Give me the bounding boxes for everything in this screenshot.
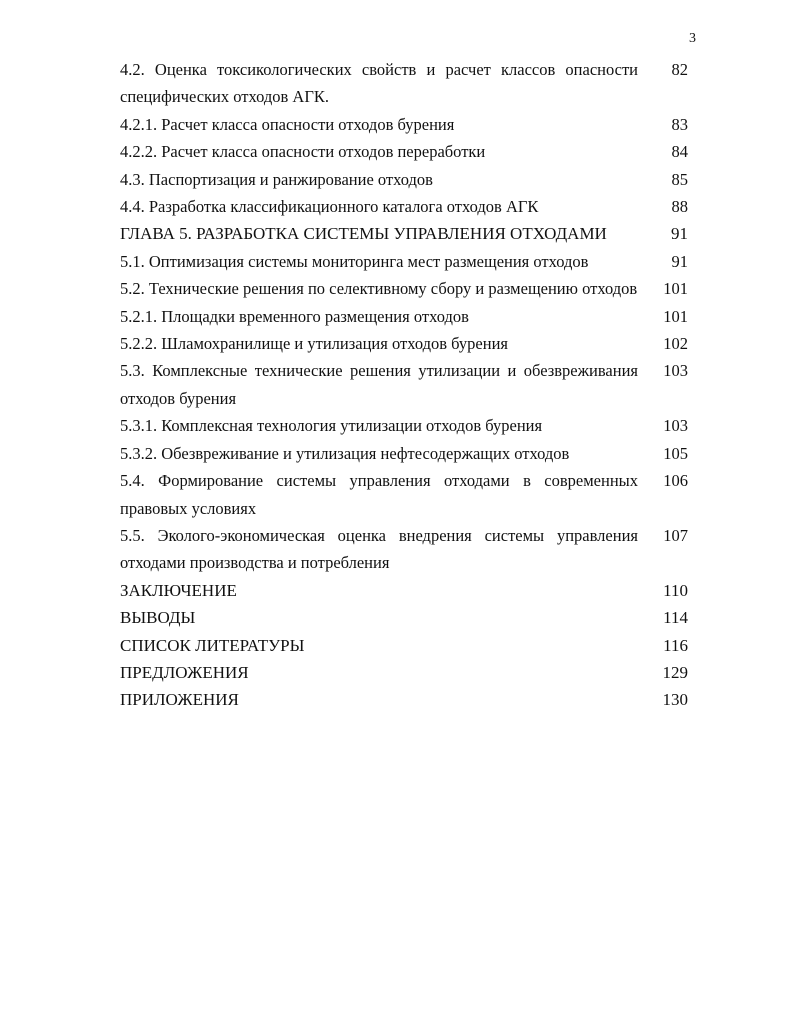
toc-section-entry [120, 659, 688, 686]
toc-entry-title: СПИСОК ЛИТЕРАТУРЫ [120, 635, 305, 655]
toc-entry-page: 130 [662, 690, 688, 710]
toc-entry-title: ПРЕДЛОЖЕНИЯ [120, 662, 249, 682]
toc-entry [120, 166, 688, 193]
toc-entry-title: 5.4. Формирование системы управления отходами в современных правовых условиях [120, 471, 638, 518]
toc-entry [120, 303, 688, 330]
toc-chapter-entry [120, 220, 688, 247]
toc-entry-title: ГЛАВА 5. РАЗРАБОТКА СИСТЕМЫ УПРАВЛЕНИЯ ОТХОДАМИ [120, 224, 607, 244]
toc-entry-page: 105 [663, 443, 688, 463]
toc-entry-title: 5.1. Оптимизация системы мониторинга мест размещения отходов [120, 251, 589, 271]
toc-entry-page: 91 [671, 224, 688, 244]
toc-entry [120, 357, 688, 412]
toc-entry [120, 467, 688, 522]
toc-entry-page: 114 [663, 608, 688, 628]
toc-entry-page: 103 [663, 416, 688, 436]
toc-section-entry [120, 686, 688, 713]
toc-entry [120, 440, 688, 467]
toc-entry-page: 85 [671, 169, 688, 189]
toc-entry [120, 248, 688, 275]
table-of-contents [120, 56, 688, 714]
toc-entry-page: 101 [663, 279, 688, 299]
toc-entry [120, 193, 688, 220]
toc-entry [120, 412, 688, 439]
toc-entry-title: 5.3.1. Комплексная технология утилизации отходов бурения [120, 416, 543, 436]
toc-entry-title: ПРИЛОЖЕНИЯ [120, 690, 239, 710]
toc-entry-title: ВЫВОДЫ [120, 608, 196, 628]
toc-entry-page: 103 [663, 361, 688, 381]
toc-entry-title: 5.2.2. Шламохранилище и утилизация отходов бурения [120, 334, 508, 354]
toc-entry [120, 111, 688, 138]
toc-section-entry [120, 604, 688, 631]
toc-entry-title: 4.2. Оценка токсикологических свойств и расчет классов опасности специфических отходов АГК. [120, 60, 638, 107]
toc-entry [120, 138, 688, 165]
toc-entry-title: 5.3. Комплексные технические решения утилизации и обезвреживания отходов бурения [120, 361, 638, 408]
toc-entry-title: 5.2. Технические решения по селективному сбору и размещению отходов [120, 279, 638, 299]
toc-entry-page: 106 [663, 471, 688, 491]
toc-entry [120, 275, 688, 302]
toc-entry-title: 4.3. Паспортизация и ранжирование отходов [120, 169, 433, 189]
toc-entry [120, 522, 688, 577]
toc-entry-page: 102 [663, 334, 688, 354]
toc-entry-page: 82 [671, 60, 688, 79]
toc-entry-title: 5.3.2. Обезвреживание и утилизация нефтесодержащих отходов [120, 443, 570, 463]
toc-entry-page: 107 [663, 525, 688, 545]
toc-entry-page: 101 [663, 306, 688, 326]
toc-entry-title: 4.4. Разработка классификационного каталога отходов АГК [120, 197, 539, 217]
toc-entry-title: 4.2.1. Расчет класса опасности отходов бурения [120, 114, 455, 134]
toc-entry-title: 5.2.1. Площадки временного размещения отходов [120, 306, 469, 326]
toc-entry-page: 83 [671, 114, 688, 134]
toc-section-entry [120, 577, 688, 604]
toc-entry-title: ЗАКЛЮЧЕНИЕ [120, 580, 237, 600]
toc-entry-title: 5.5. Эколого-экономическая оценка внедрения системы управления отходами производства и потребления [120, 525, 638, 573]
toc-entry-page: 129 [662, 662, 688, 682]
toc-section-entry [120, 632, 688, 659]
toc-entry-page: 84 [671, 142, 688, 162]
toc-entry-title: 4.2.2. Расчет класса опасности отходов переработки [120, 142, 486, 162]
toc-entry-page: 88 [671, 197, 688, 217]
toc-entry [120, 330, 688, 357]
page-number: 3 [689, 31, 696, 46]
toc-entry-page: 116 [663, 635, 688, 655]
toc-entry-page: 91 [671, 251, 688, 271]
toc-entry [120, 56, 688, 111]
toc-entry-page: 110 [663, 580, 688, 600]
